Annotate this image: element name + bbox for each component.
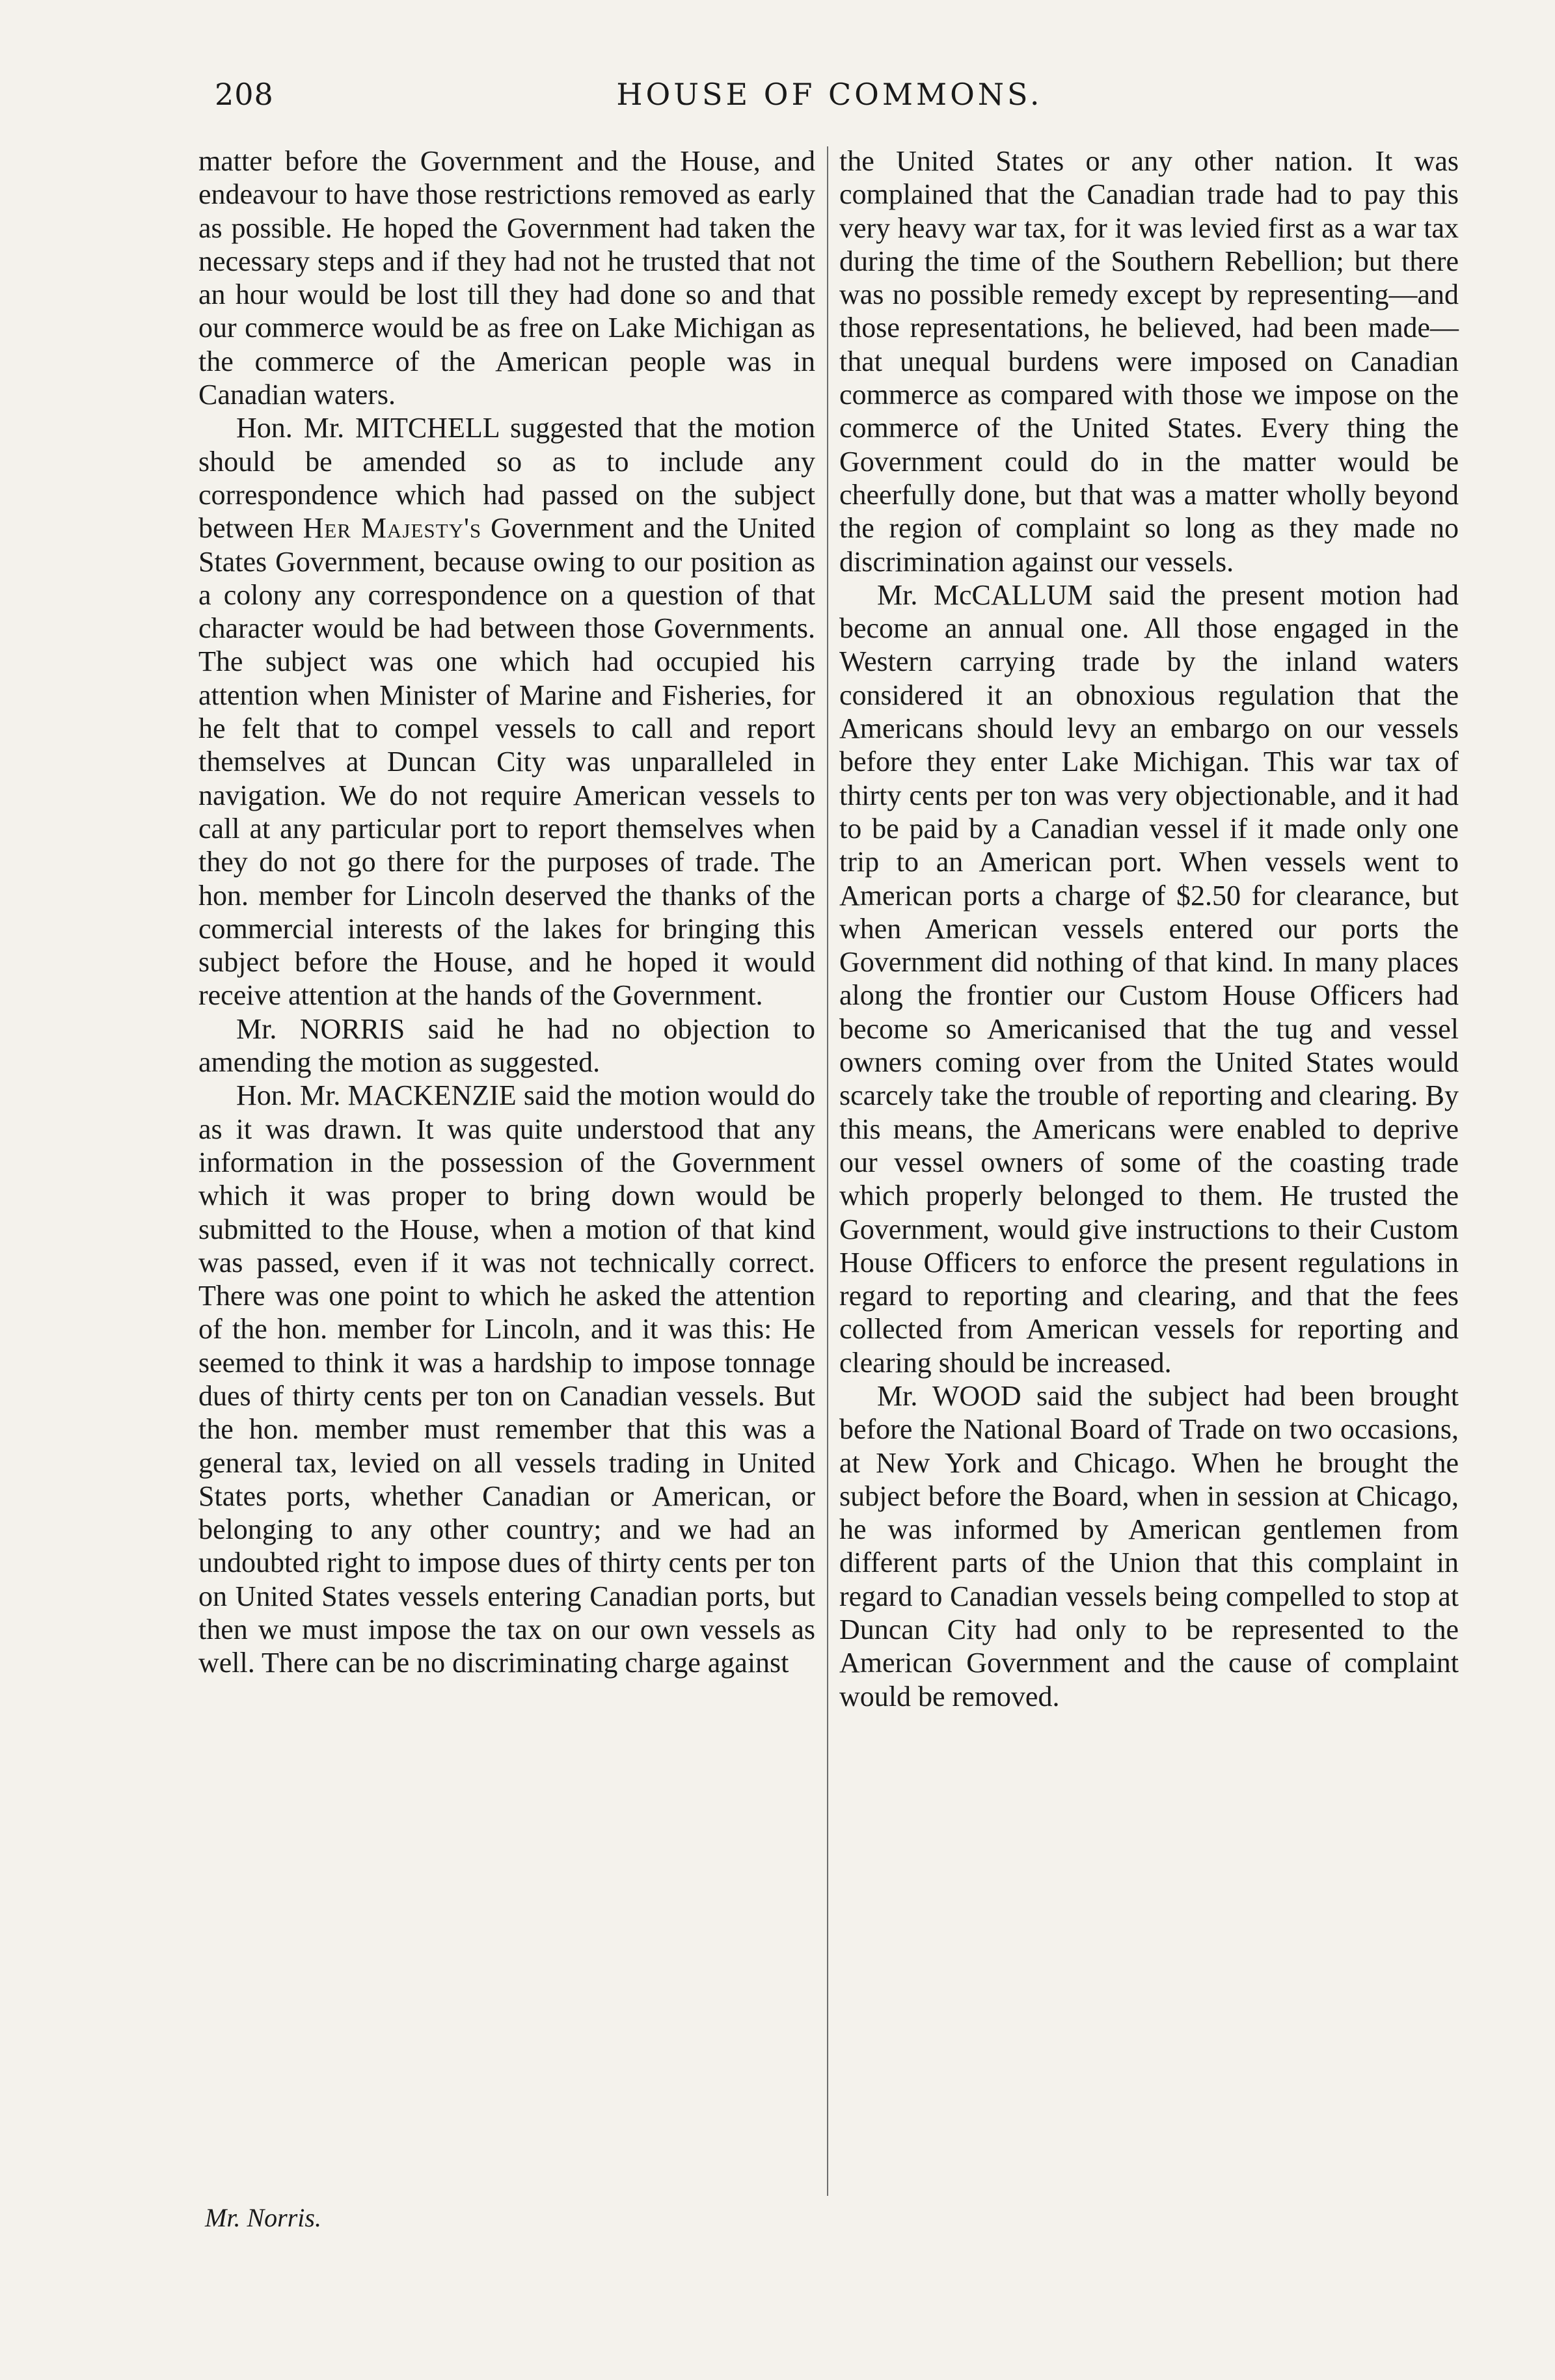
speaker-signature: Mr. Norris. xyxy=(205,2203,321,2232)
paragraph xyxy=(198,411,815,1012)
paragraph: Mr. McCALLUM said the present motion had become an annual one. All those engaged in the Western carrying trade by the inland waters considered it an obnoxious regulation that the Americans should levy an embargo on our vessels before they enter Lake Michigan. This war tax of thirty cents per ton was very objectionable, and it had to be paid by a Canadian vessel if it made only one trip to an American port. When vessels went to American ports a charge of $2.50 for clearance, but when American vessels entered our ports the Government did nothing of that kind. In many places along the frontier our Custom House Officers had become so Americanised that the tug and vessel owners coming over from the United States would scarcely take the trouble of reporting and clearing. By this means, the Americans were enabled to deprive our vessel owners of some of the coasting trade which properly belonged to them. He trusted the Government, would give instructions to their Custom House Officers to enforce the present regulations in regard to reporting and clearing, and that the fees collected from American vessels for reporting and clearing should be increased. xyxy=(839,578,1459,1379)
paragraph: the United States or any other nation. It was complained that the Canadian trade had to pay this very heavy war tax, for it was levied first as a war tax during the time of the Southern Rebellion; but there was no possible remedy except by representing—and those representations, he believed, had been made—that unequal burdens were imposed on Canadian commerce as compared with those we impose on the commerce of the United States. Every thing the Government could do in the matter would be cheerfully done, but that was a matter wholly beyond the region of complaint so long as they made no discrimination against our vessels. xyxy=(839,145,1459,578)
running-head: HOUSE OF COMMONS. xyxy=(616,77,1043,112)
paragraph: matter before the Government and the House, and endeavour to have those restrictions removed as early as possible. He hoped the Government had taken the necessary steps and if they had not he trusted that not an hour would be lost till they had done so and that our commerce would be as free on Lake Michigan as the commerce of the American people was in Canadian waters. xyxy=(198,145,815,411)
column-divider xyxy=(827,146,828,2196)
paragraph: Mr. WOOD said the subject had been brought before the National Board of Trade on two occasions, at New York and Chicago. When he brought the subject before the Board, when in session at Chicago, he was informed by American gentlemen from different parts of the Union that this complaint in regard to Canadian vessels being compelled to stop at Duncan City had only to be represented to the American Government and the cause of complaint would be removed. xyxy=(839,1379,1459,1712)
left-column xyxy=(198,144,815,1680)
paragraph: Hon. Mr. MACKENZIE said the motion would do as it was drawn. It was quite understood that any information in the possession of the Government which it was proper to bring down would be submitted to the House, when a motion of that kind was passed, even if it was not technically correct. There was one point to which he asked the attention of the hon. member for Lincoln, and it was this: He seemed to think it was a hardship to impose tonnage dues of thirty cents per ton on Canadian vessels. But the hon. member must remember that this was a general tax, levied on all vessels trading in United States ports, whether Canadian or American, or belonging to any other country; and we had an undoubted right to impose dues of thirty cents per ton on United States vessels entering Canadian ports, but then we must impose the tax on our own vessels as well. There can be no discriminating charge against xyxy=(198,1079,815,1679)
page-number: 208 xyxy=(215,77,274,112)
right-column xyxy=(839,144,1459,1713)
paragraph-text: Hon. Mr. MITCHELL suggested that the motion should be amended so as to include any correspondence which had passed on the subject between xyxy=(198,412,815,545)
paragraph: Mr. NORRIS said he had no objection to amending the motion as suggested. xyxy=(198,1012,815,1079)
small-caps-text: Her Majesty's xyxy=(303,512,482,545)
paragraph-text: Government and the United States Government, because owing to our position as a colony any correspondence on a question of that character would be had between those Governments. The subject was one which had occupied his attention when Minister of Marine and Fisheries, for he felt that to compel vessels to call and report themselves at Duncan City was unparalleled in navigation. We do not require American vessels to call at any particular port to report themselves when they do not go there for the purposes of trade. The hon. member for Lincoln deserved the thanks of the commercial interests of the lakes for bringing this subject before the House, and he hoped it would receive attention at the hands of the Government. xyxy=(198,512,816,1012)
